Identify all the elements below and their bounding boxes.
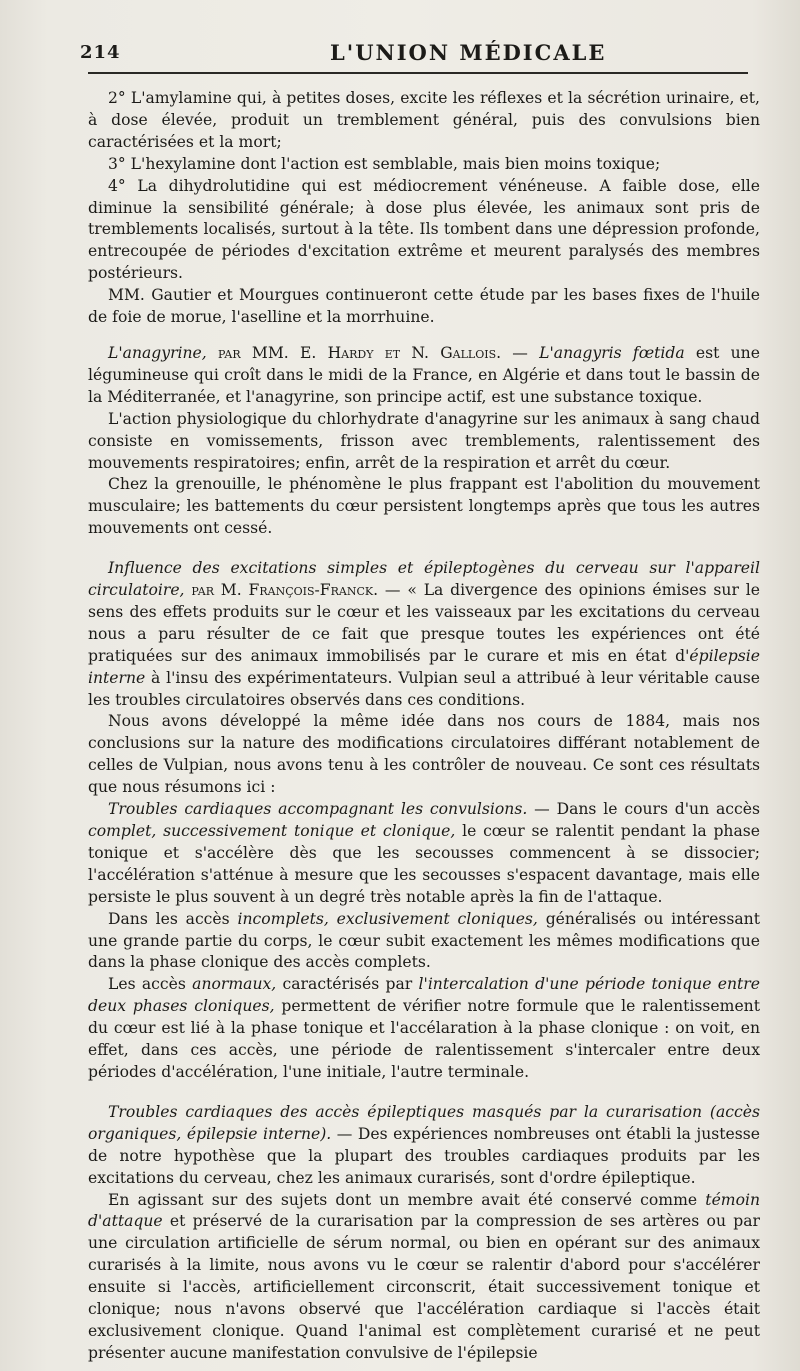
anagyrine-text: est une légumineuse qui croît dans le midi de la France, en Algérie et dans tout le bassin de la Méditerranée, et l'anagyrine, son principe actif, est une substance toxique.	[88, 343, 760, 406]
curarisation-text: — Des expériences nombreuses ont établi la justesse de notre hypothèse que la plupart des troubles cardiaques produits par les excitations du cerveau, chez les animaux curarisés, sont d'ordre épileptique.	[88, 1124, 760, 1187]
paragraph-acces-anormaux	[88, 974, 760, 1084]
paragraph-troubles-convulsions	[88, 799, 760, 909]
influence-author: par M. François-Franck. —	[191, 581, 401, 600]
temoin-text-b: et préservé de la curarisation par la compression de ses artères ou par une circulation artificielle de sérum normal, ou bien en opérant sur des animaux curarisés à la limite, nous avons vu le cœur se ralentir d'abord pour s'accélérer ensuite si l'accès, artificiellement circonscrit, était successivement tonique et clonique; nous n'avons observé que l'accélération cardiaque si l'accès était exclusivement clonique. Quand l'animal est complètement curarisé et ne peut présenter aucune manifestation convulsive de l'épilepsie	[88, 1212, 760, 1362]
paragraph-anagyrine-action: L'action physiologique du chlorhydrate d'anagyrine sur les animaux à sang chaud consiste en vomissements, frisson avec tremblements, ralentissement des mouvements respiratoires; enfin, arrêt de la respiration et arrêt du cœur.	[88, 409, 760, 472]
influence-emphasis: épilepsie interne	[88, 646, 760, 687]
paragraph-influence	[88, 558, 760, 711]
paragraph-temoin	[88, 1190, 760, 1365]
anormaux-text-c: permettent de vérifier notre formule que le ralentissement du cœur est lié à la phase tonique et l'accélaration à la phase clonique : on voit, en effet, dans ces accès, une période de ralentissement s'intercaler entre deux périodes d'accélération, l'une initiale, l'autre terminale.	[88, 997, 760, 1081]
influence-title: Influence des excitations simples et épileptogènes du cerveau sur l'appareil circulatoire,	[88, 559, 760, 600]
page-header	[80, 38, 760, 68]
article-body	[88, 88, 760, 1365]
paragraph-cours-1884: Nous avons développé la même idée dans nos cours de 1884, mais nos conclusions sur la nature des modifications circulatoires différant notablement de celles de Vulpian, nous avons tenu à les contrôler de nouveau. Ce sont ces résultats que nous résumons ici :	[88, 712, 760, 797]
temoin-emphasis: témoin d'attaque	[88, 1190, 760, 1231]
anormaux-text-b: caractérisés par	[282, 975, 413, 994]
anagyris-species: L'anagyris fœtida	[539, 343, 685, 362]
incomplets-text-b: généralisés ou intéressant une grande partie du corps, le cœur subit exactement les mêmes modifications que dans la phase clonique des accès complets.	[88, 909, 760, 972]
troubles-emphasis: complet, successivement tonique et clonique,	[88, 822, 456, 840]
anormaux-text-a: Les accès	[108, 975, 186, 994]
curarisation-paren: (accès organiques, épilepsie interne).	[88, 1102, 760, 1143]
paragraph-gautier-mourgues: MM. Gautier et Mourgues continueront cette étude par les bases fixes de l'huile de foie de morue, l'aselline et la morrhuine.	[88, 286, 760, 327]
paragraph-anagyrine	[88, 343, 760, 409]
paragraph-amylamine: 2° L'amylamine qui, à petites doses, excite les réflexes et la sécrétion urinaire, et, à dose élevée, produit un tremblement général, puis des convulsions bien caractérisées et la mort;	[88, 89, 760, 151]
paragraph-curarisation	[88, 1102, 760, 1190]
temoin-text-a: En agissant sur des sujets dont un membre avait été conservé comme	[108, 1190, 698, 1209]
incomplets-text-a: Dans les accès	[108, 909, 230, 928]
running-title: L'UNION MÉDICALE	[330, 40, 607, 65]
influence-text-b: à l'insu des expérimentateurs. Vulpian seul a attribué à leur véritable cause les troubles circulatoires observés dans ces conditions.	[88, 668, 760, 709]
anagyrine-authors: par MM. E. Hardy et N. Gallois. —	[218, 343, 528, 362]
anagyrine-title: L'anagyrine,	[108, 343, 207, 362]
header-rule	[88, 72, 748, 74]
page-number: 214	[80, 42, 121, 63]
influence-text-a: « La divergence des opinions émises sur le sens des effets produits sur le cœur et les vaisseaux par les excitations du cerveau nous a paru résulter de ce fait que presque toutes les expériences ont été pratiquées sur des animaux immobilisés par le curare et mis en état d'	[88, 581, 760, 665]
paragraph-acces-incomplets	[88, 909, 760, 975]
paragraph-dihydrolutidine: 4° La dihydrolutidine qui est médiocrement vénéneuse. A faible dose, elle diminue la sensibilité générale; à dose plus élevée, les animaux sont pris de tremblements localisés, surtout à la tête. Ils tombent dans une dépression profonde, entrecoupée de périodes d'excitation extrême et meurent paralysés des membres postérieurs.	[88, 176, 760, 283]
paragraph-grenouille: Chez la grenouille, le phénomène le plus frappant est l'abolition du mouvement musculaire; les battements du cœur persistent longtemps après que tous les autres mouvements ont cessé.	[88, 475, 760, 538]
curarisation-title: Troubles cardiaques des accès épileptiques masqués par la curarisation	[108, 1102, 703, 1121]
troubles-convulsions-title: Troubles cardiaques accompagnant les convulsions.	[108, 800, 528, 819]
paragraph-hexylamine: 3° L'hexylamine dont l'action est semblable, mais bien moins toxique;	[108, 154, 661, 173]
incomplets-emphasis: incomplets, exclusivement cloniques,	[237, 909, 538, 928]
troubles-text-a: — Dans le cours d'un accès	[534, 800, 760, 819]
anormaux-emphasis-2: l'intercalation d'une période tonique entre deux phases cloniques,	[88, 975, 760, 1016]
anormaux-emphasis-1: anormaux,	[192, 975, 277, 994]
troubles-text-b: le cœur se ralentit pendant la phase tonique et s'accélère dès que les secousses commencent à se dissocier; l'accélération s'atténue à mesure que les secousses s'espacent davantage, mais elle persiste le plus souvent à un degré très notable après la fin de l'attaque.	[88, 822, 760, 906]
